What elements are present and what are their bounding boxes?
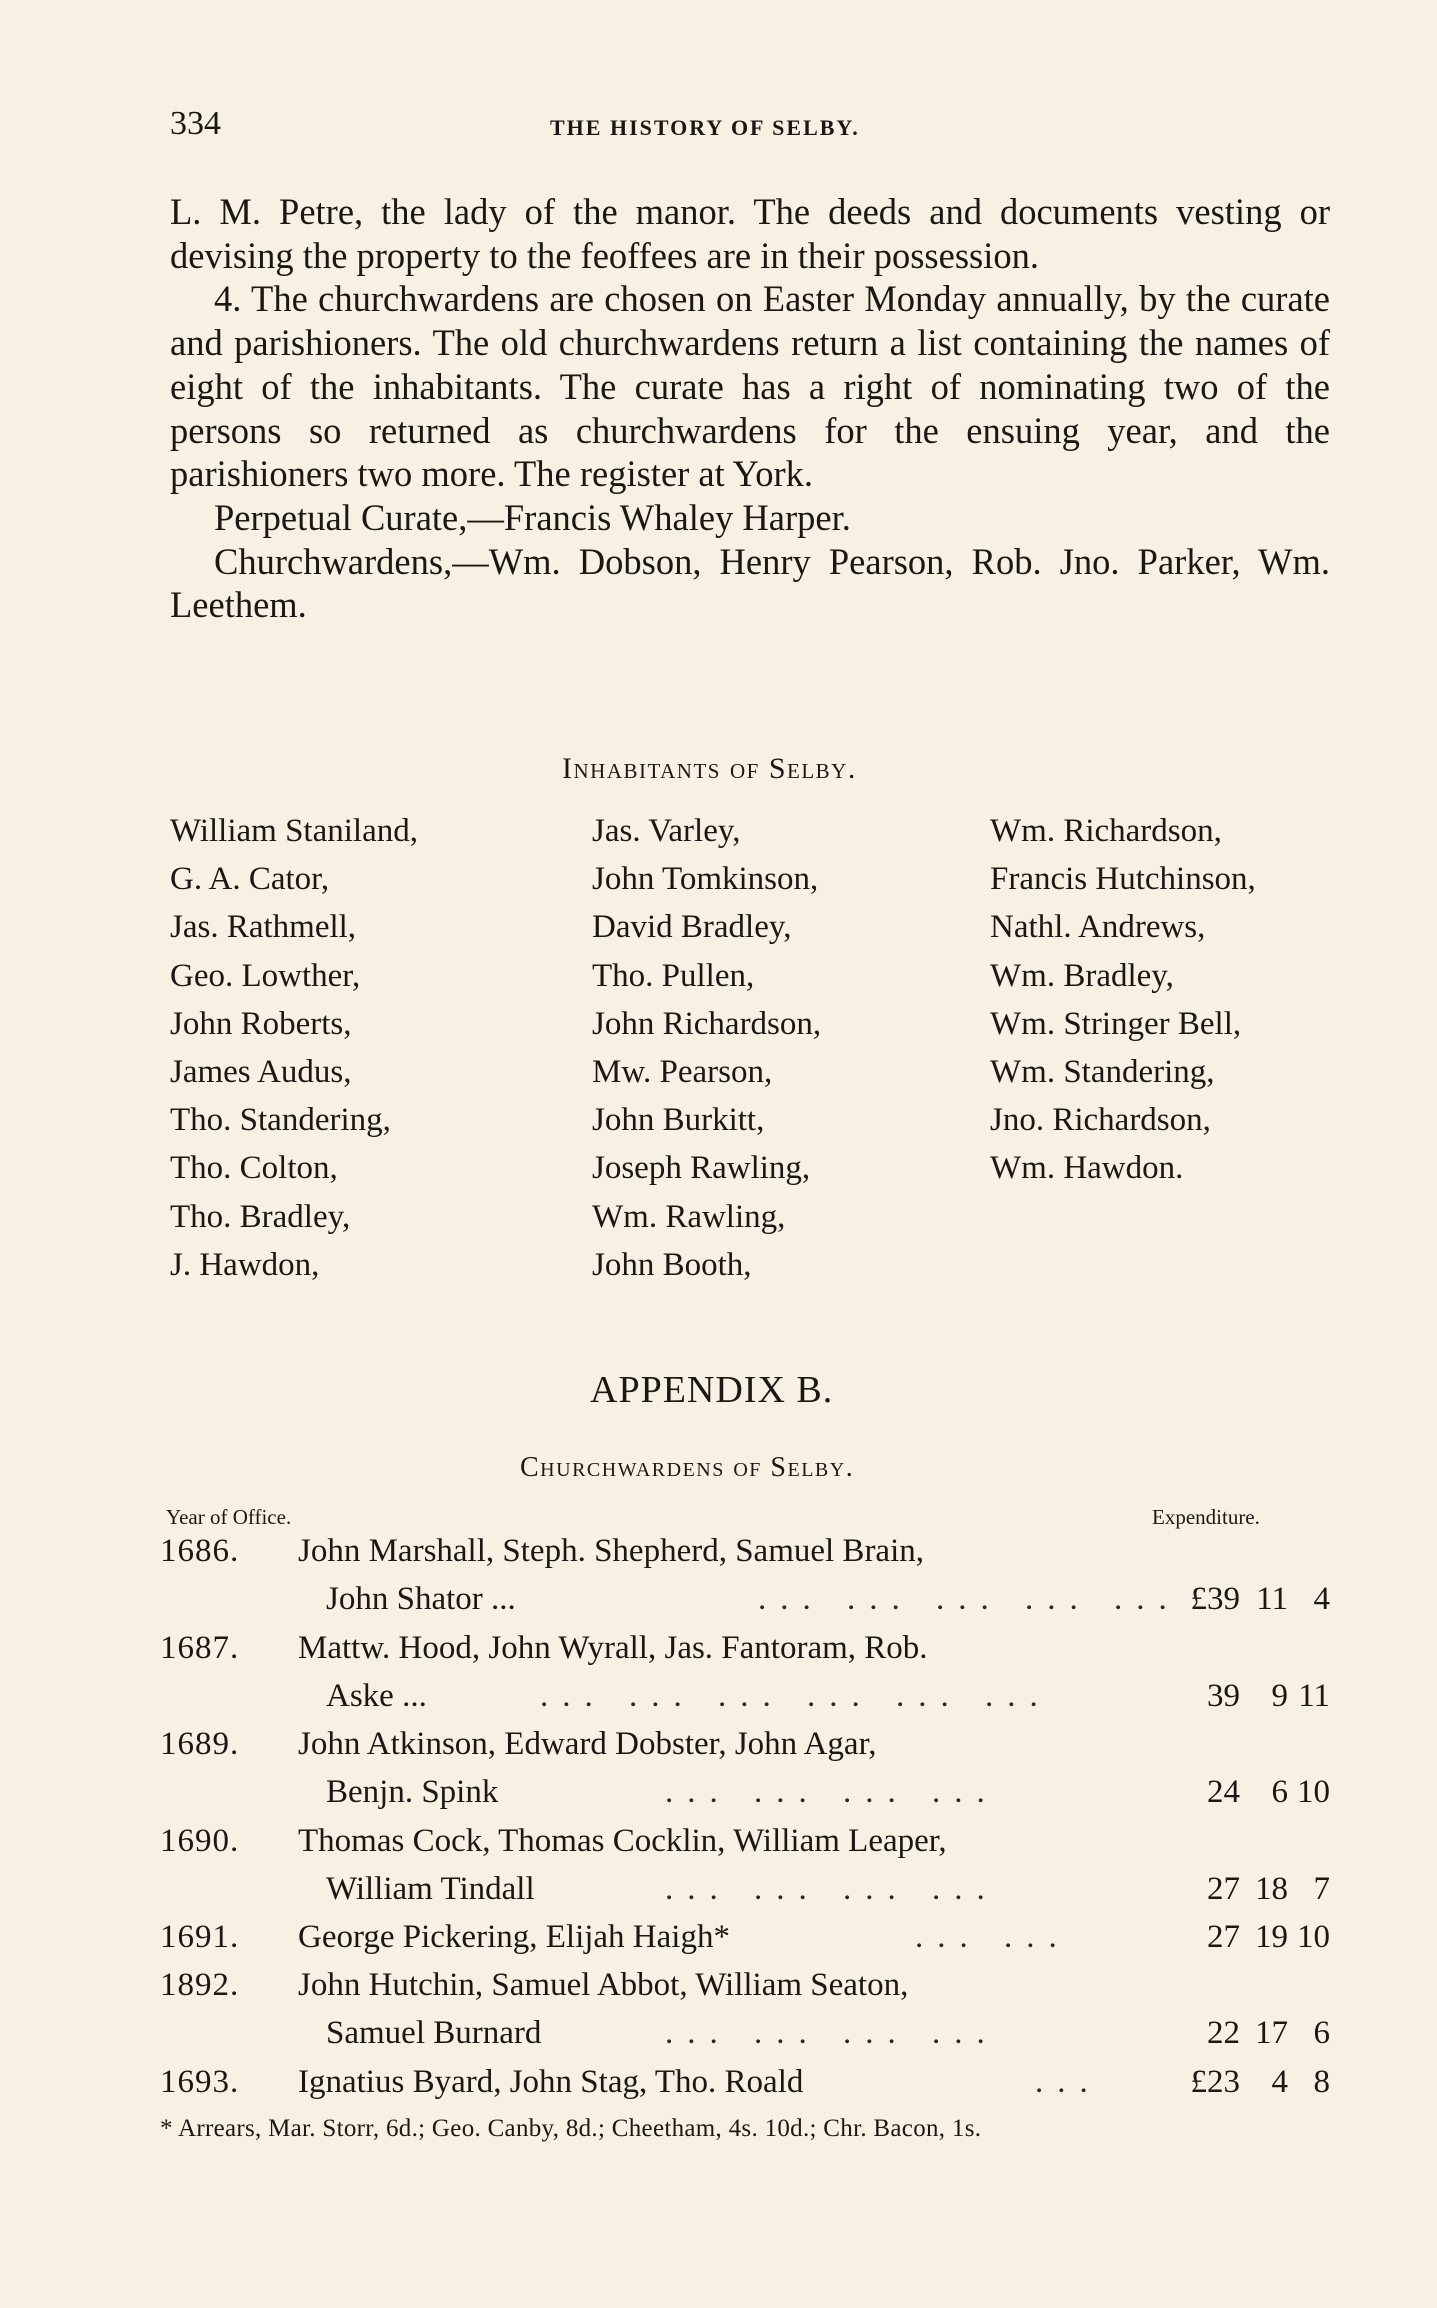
amount-shillings: 6 <box>1271 1774 1288 1810</box>
inhabitant-name: Wm. Stringer Bell, <box>990 1005 1242 1042</box>
paragraph-manor: L. M. Petre, the lady of the manor. The deeds and documents vesting or devising the property to the feoffees are in their possession. <box>170 191 1330 276</box>
inhabitant-name: Francis Hutchinson, <box>990 861 1256 898</box>
row-expenditure <box>1130 1913 1330 1961</box>
row-year: 1689. <box>160 1726 240 1762</box>
inhabitants-column-2 <box>592 807 821 1289</box>
leader-dots: ... ... ... ... <box>665 1774 999 1810</box>
churchwardens-table <box>160 1527 1330 2106</box>
leader-dots: ... ... ... ... ... ... <box>540 1677 1052 1714</box>
table-row <box>160 1817 1330 1914</box>
paragraph-churchwardens-election: 4. The churchwardens are chosen on Easter Monday annually, by the curate and parishioners. The old churchwardens return a list containing the names of eight of the inhabitants. The curate has a right of nominating two of the persons so returned as churchwardens for the ensuing year, and the parishioners two more. The register at York. <box>170 278 1330 495</box>
amount-pounds: 39 <box>1207 1677 1240 1714</box>
leader-dots: ... <box>1035 2063 1102 2100</box>
table-row <box>160 1961 1330 2058</box>
inhabitants-column-1 <box>170 807 418 1289</box>
inhabitant-name: Joseph Rawling, <box>592 1150 811 1187</box>
running-title: THE HISTORY OF SELBY. <box>550 115 860 140</box>
leader-dots: ... ... <box>915 1919 1071 1955</box>
inhabitant-name: Wm. Richardson, <box>990 813 1222 849</box>
appendix-title: APPENDIX B. <box>590 1369 834 1411</box>
row-expenditure <box>1130 1672 1330 1720</box>
row-year: 1691. <box>160 1919 240 1955</box>
amount-shillings: 17 <box>1255 2015 1288 2051</box>
row-names-continued: Samuel Burnard <box>326 2015 542 2051</box>
inhabitant-name: Tho. Colton, <box>170 1150 338 1187</box>
inhabitants-column-3 <box>990 807 1256 1193</box>
amount-pence: 4 <box>1313 1581 1330 1617</box>
inhabitant-name: Jas. Rathmell, <box>170 909 357 946</box>
inhabitant-name: William Staniland, <box>170 813 418 849</box>
paragraph-perpetual-curate: Perpetual Curate,—Francis Whaley Harper. <box>214 496 851 538</box>
inhabitant-name: J. Hawdon, <box>170 1246 320 1283</box>
inhabitant-name: John Tomkinson, <box>592 861 819 898</box>
inhabitant-name: John Roberts, <box>170 1005 352 1042</box>
inhabitant-name: Wm. Hawdon. <box>990 1150 1184 1187</box>
row-names: George Pickering, Elijah Haigh* <box>298 1919 730 1955</box>
row-names-continued: John Shator ... <box>326 1581 516 1617</box>
table-row <box>160 1913 1330 1961</box>
footnote: * Arrears, Mar. Storr, 6d.; Geo. Canby, 8d.; Cheetham, 4s. 10d.; Chr. Bacon, 1s. <box>160 2115 982 2142</box>
row-names-continued: Aske ... <box>326 1677 427 1714</box>
row-names: John Atkinson, Edward Dobster, John Agar, <box>298 1726 877 1762</box>
row-year: 1693. <box>160 2063 240 2100</box>
inhabitant-name: Wm. Bradley, <box>990 957 1174 994</box>
amount-pounds: 27 <box>1207 1870 1240 1907</box>
table-row <box>160 1527 1330 1624</box>
inhabitant-name: Jno. Richardson, <box>990 1102 1211 1139</box>
row-expenditure <box>1130 1865 1330 1913</box>
amount-pence: 6 <box>1313 2015 1330 2051</box>
amount-shillings: 11 <box>1256 1581 1288 1617</box>
inhabitant-name: Wm. Rawling, <box>592 1198 786 1235</box>
amount-pence: 10 <box>1297 1919 1330 1955</box>
table-row <box>160 1720 1330 1817</box>
inhabitant-name: Wm. Standering, <box>990 1054 1215 1091</box>
inhabitant-name: Tho. Bradley, <box>170 1198 351 1235</box>
inhabitant-name: James Audus, <box>170 1054 352 1091</box>
amount-shillings: 4 <box>1271 2063 1288 2100</box>
row-names: Ignatius Byard, John Stag, Tho. Roald <box>298 2063 804 2100</box>
row-names: John Marshall, Steph. Shepherd, Samuel Brain, <box>298 1533 925 1569</box>
amount-pence: 10 <box>1297 1774 1330 1810</box>
row-year: 1690. <box>160 1822 240 1859</box>
row-expenditure <box>1130 1575 1330 1623</box>
inhabitant-name: Geo. Lowther, <box>170 957 361 994</box>
row-year: 1687. <box>160 1629 240 1666</box>
inhabitant-name: Nathl. Andrews, <box>990 909 1206 946</box>
paragraph-churchwardens-names: Churchwardens,—Wm. Dobson, Henry Pearson, Rob. Jno. Parker, Wm. Leethem. <box>170 540 1330 626</box>
amount-shillings: 9 <box>1271 1677 1288 1714</box>
inhabitant-name: Tho. Standering, <box>170 1102 391 1139</box>
leader-dots: ... ... ... ... ... <box>758 1581 1181 1617</box>
inhabitant-name: David Bradley, <box>592 909 792 946</box>
leader-dots: ... ... ... ... <box>665 2015 999 2051</box>
inhabitant-name: Jas. Varley, <box>592 813 741 849</box>
inhabitant-name: Tho. Pullen, <box>592 957 755 994</box>
amount-shillings: 19 <box>1255 1919 1288 1955</box>
body-text <box>170 190 1330 627</box>
inhabitants-heading: Inhabitants of Selby. <box>562 752 857 785</box>
row-expenditure <box>1130 2058 1330 2106</box>
amount-shillings: 18 <box>1255 1870 1288 1907</box>
amount-pounds: 22 <box>1207 2015 1240 2051</box>
year-column-header: Year of Office. <box>166 1505 292 1529</box>
amount-pence: 7 <box>1313 1870 1330 1907</box>
churchwardens-heading: Churchwardens of Selby. <box>520 1452 855 1483</box>
table-row <box>160 2058 1330 2106</box>
amount-pounds: £39 <box>1190 1581 1240 1617</box>
table-row <box>160 1624 1330 1721</box>
page-header <box>170 105 1330 155</box>
leader-dots: ... ... ... ... <box>665 1870 999 1907</box>
inhabitant-name: John Booth, <box>592 1246 752 1283</box>
inhabitant-name: John Richardson, <box>592 1005 822 1042</box>
row-year: 1686. <box>160 1533 240 1569</box>
expenditure-column-header: Expenditure. <box>1152 1505 1260 1529</box>
row-names-continued: William Tindall <box>326 1870 535 1907</box>
row-expenditure <box>1130 2009 1330 2057</box>
inhabitant-name: G. A. Cator, <box>170 861 330 898</box>
amount-pence: 11 <box>1298 1677 1330 1714</box>
page-number: 334 <box>170 105 221 142</box>
inhabitant-name: John Burkitt, <box>592 1102 765 1139</box>
amount-pounds: 24 <box>1207 1774 1240 1810</box>
row-names: Thomas Cock, Thomas Cocklin, William Leaper, <box>298 1822 947 1859</box>
amount-pounds: 27 <box>1207 1919 1240 1955</box>
row-names: Mattw. Hood, John Wyrall, Jas. Fantoram, Rob. <box>298 1629 928 1666</box>
inhabitant-name: Mw. Pearson, <box>592 1054 773 1091</box>
row-names: John Hutchin, Samuel Abbot, William Seaton, <box>298 1967 909 2003</box>
row-names-continued: Benjn. Spink <box>326 1774 499 1810</box>
row-year: 1892. <box>160 1967 240 2003</box>
amount-pence: 8 <box>1313 2063 1330 2100</box>
amount-pounds: £23 <box>1190 2063 1240 2100</box>
row-expenditure <box>1130 1768 1330 1816</box>
